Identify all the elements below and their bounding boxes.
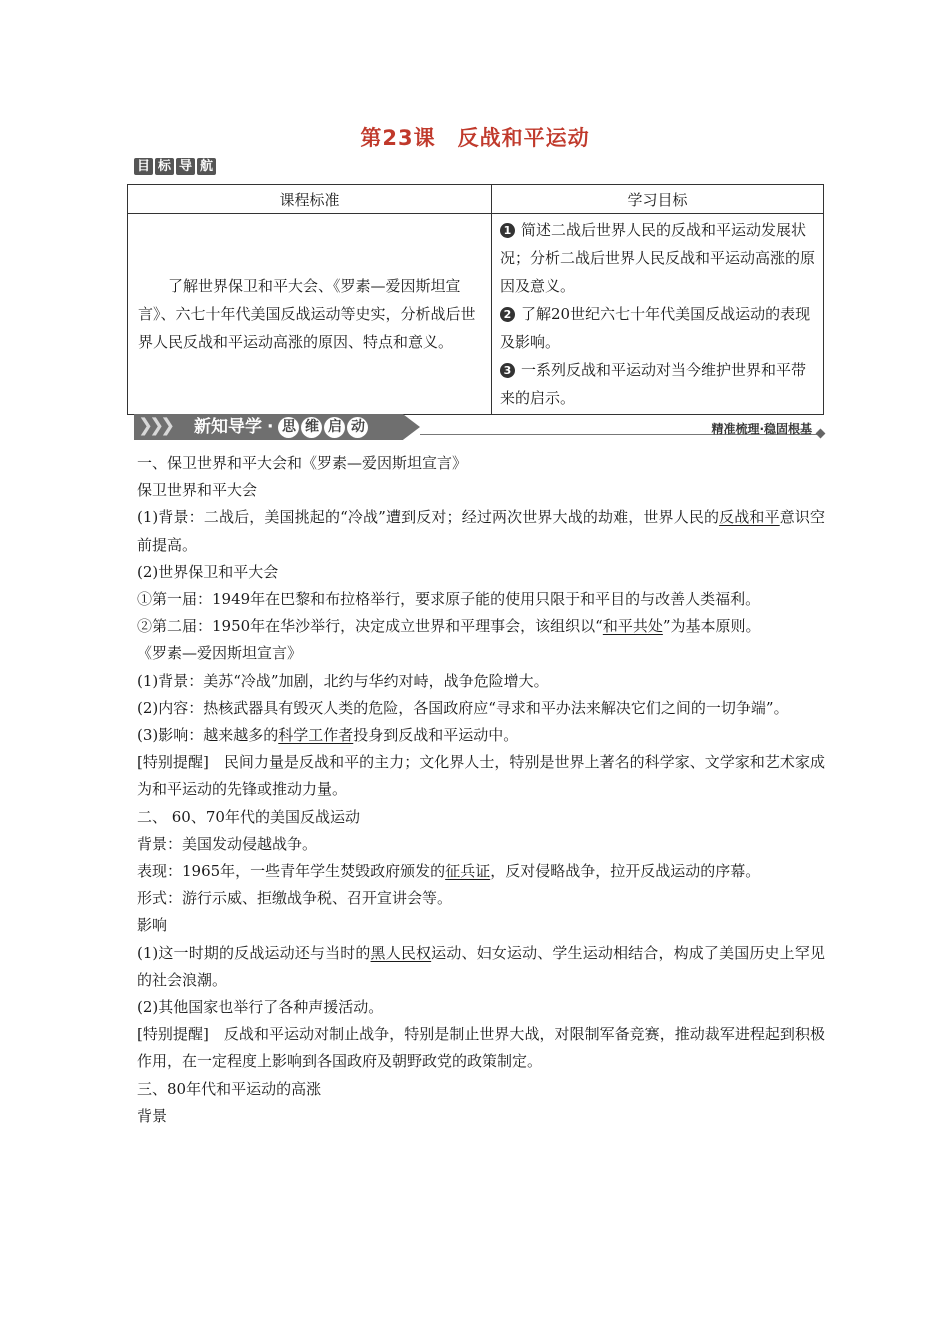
keyword: 反战和平 <box>719 508 780 527</box>
standard-text: 了解世界保卫和平大会、《罗素—爱因斯坦宣言》、六七十年代美国反战运动等史实，分析战后世界人民反战和平运动高涨的原因、特点和意义。 <box>138 277 476 351</box>
paragraph: (3)影响：越来越多的科学工作者投身到反战和平运动中。 <box>137 726 519 745</box>
paragraph: (2)世界保卫和平大会 <box>137 562 279 581</box>
paragraph: 背景：美国发动侵越战争。 <box>137 834 318 853</box>
objective-text: 了解20世纪六七十年代美国反战运动的表现及影响。 <box>500 305 811 351</box>
paragraph: (2)内容：热核武器具有毁灭人类的危险，各国政府应“寻求和平办法来解决它们之间的一切争端”。 <box>137 698 789 717</box>
standard-cell <box>128 214 492 415</box>
subheading: 影响 <box>137 916 168 935</box>
section-banner <box>134 412 824 442</box>
paragraph: ①第一届：1949年在巴黎和布拉格举行，要求原子能的使用只限于和平目的与改善人类福利。 <box>137 590 761 609</box>
paragraph: 表现：1965年，一些青年学生焚毁政府颁发的征兵证，反对侵略战争，拉开反战运动的序幕。 <box>137 862 761 881</box>
number-3-icon: 3 <box>500 363 515 378</box>
objectives-nav-badge <box>134 158 218 175</box>
circled-char: 思 <box>278 417 299 438</box>
paragraph: (2)其他国家也举行了各种声援活动。 <box>137 998 384 1017</box>
badge-char: 标 <box>155 158 174 175</box>
objectives-cell <box>492 214 824 415</box>
paragraph: 形式：游行示威、拒缴战争税、召开宣讲会等。 <box>137 889 453 908</box>
badge-char: 导 <box>176 158 195 175</box>
number-1-icon: 1 <box>500 223 515 238</box>
paragraph: (1)背景：美苏“冷战”加剧，北约与华约对峙，战争危险增大。 <box>137 671 549 690</box>
keyword: 黑人民权 <box>370 943 432 962</box>
chevron-right-icon: ❯❯❯ <box>138 415 172 436</box>
section-heading: 一、保卫世界和平大会和《罗素—爱因斯坦宣言》 <box>137 454 468 472</box>
paragraph: ②第二届：1950年在华沙举行，决定成立世界和平理事会，该组织以“和平共处”为基本原则。 <box>137 617 761 636</box>
banner-dot: · <box>267 417 274 437</box>
lesson-content <box>137 450 825 1130</box>
header-standard: 课程标准 <box>128 185 492 214</box>
number-2-icon: 2 <box>500 307 515 322</box>
subheading: 《罗素—爱因斯坦宣言》 <box>137 644 303 663</box>
banner-part1: 新知导学 <box>194 417 262 437</box>
banner-subtitle: 精准梳理·稳固根基 <box>711 422 812 436</box>
badge-char: 航 <box>197 158 216 175</box>
objective-item <box>500 216 815 300</box>
section-heading: 三、80年代和平运动的高涨 <box>137 1079 322 1098</box>
special-note: [特别提醒] 反战和平运动对制止战争，特别是制止世界大战，对限制军备竞赛，推动裁军进程起到积极作用，在一定程度上影响到各国政府及朝野政党的政策制定。 <box>137 1025 825 1071</box>
objective-text: 简述二战后世界人民的反战和平运动发展状况；分析二战后世界人民反战和平运动高涨的原因及意义。 <box>500 221 816 295</box>
objective-item <box>500 300 815 356</box>
objective-text: 一系列反战和平运动对当今维护世界和平带来的启示。 <box>500 361 807 407</box>
keyword: 科学工作者 <box>278 726 354 745</box>
keyword: 和平共处 <box>602 617 663 636</box>
objectives-table <box>127 184 824 415</box>
diamond-icon <box>816 429 826 439</box>
paragraph: (1)背景：二战后，美国挑起的“冷战”遭到反对；经过两次世界大战的劫难，世界人民的反战和平意识空前提高。 <box>137 508 825 554</box>
section-heading: 二、 60、70年代的美国反战运动 <box>137 807 360 826</box>
lesson-title: 第23课 反战和平运动 <box>360 126 590 150</box>
circled-char: 动 <box>347 417 368 438</box>
circled-char: 维 <box>301 417 322 438</box>
badge-char: 目 <box>134 158 153 175</box>
circled-char: 启 <box>324 417 345 438</box>
subheading: 背景 <box>137 1106 168 1125</box>
keyword: 征兵证 <box>445 862 491 881</box>
banner-heading <box>194 415 370 439</box>
header-objectives: 学习目标 <box>492 185 824 214</box>
paragraph: (1)这一时期的反战运动还与当时的黑人民权运动、妇女运动、学生运动相结合，构成了美国历史上罕见的社会浪潮。 <box>137 943 825 989</box>
special-note: [特别提醒] 民间力量是反战和平的主力；文化界人士，特别是世界上著名的科学家、文学家和艺术家成为和平运动的先锋或推动力量。 <box>137 753 825 799</box>
objective-item <box>500 356 815 412</box>
subheading: 保卫世界和平大会 <box>137 481 258 500</box>
